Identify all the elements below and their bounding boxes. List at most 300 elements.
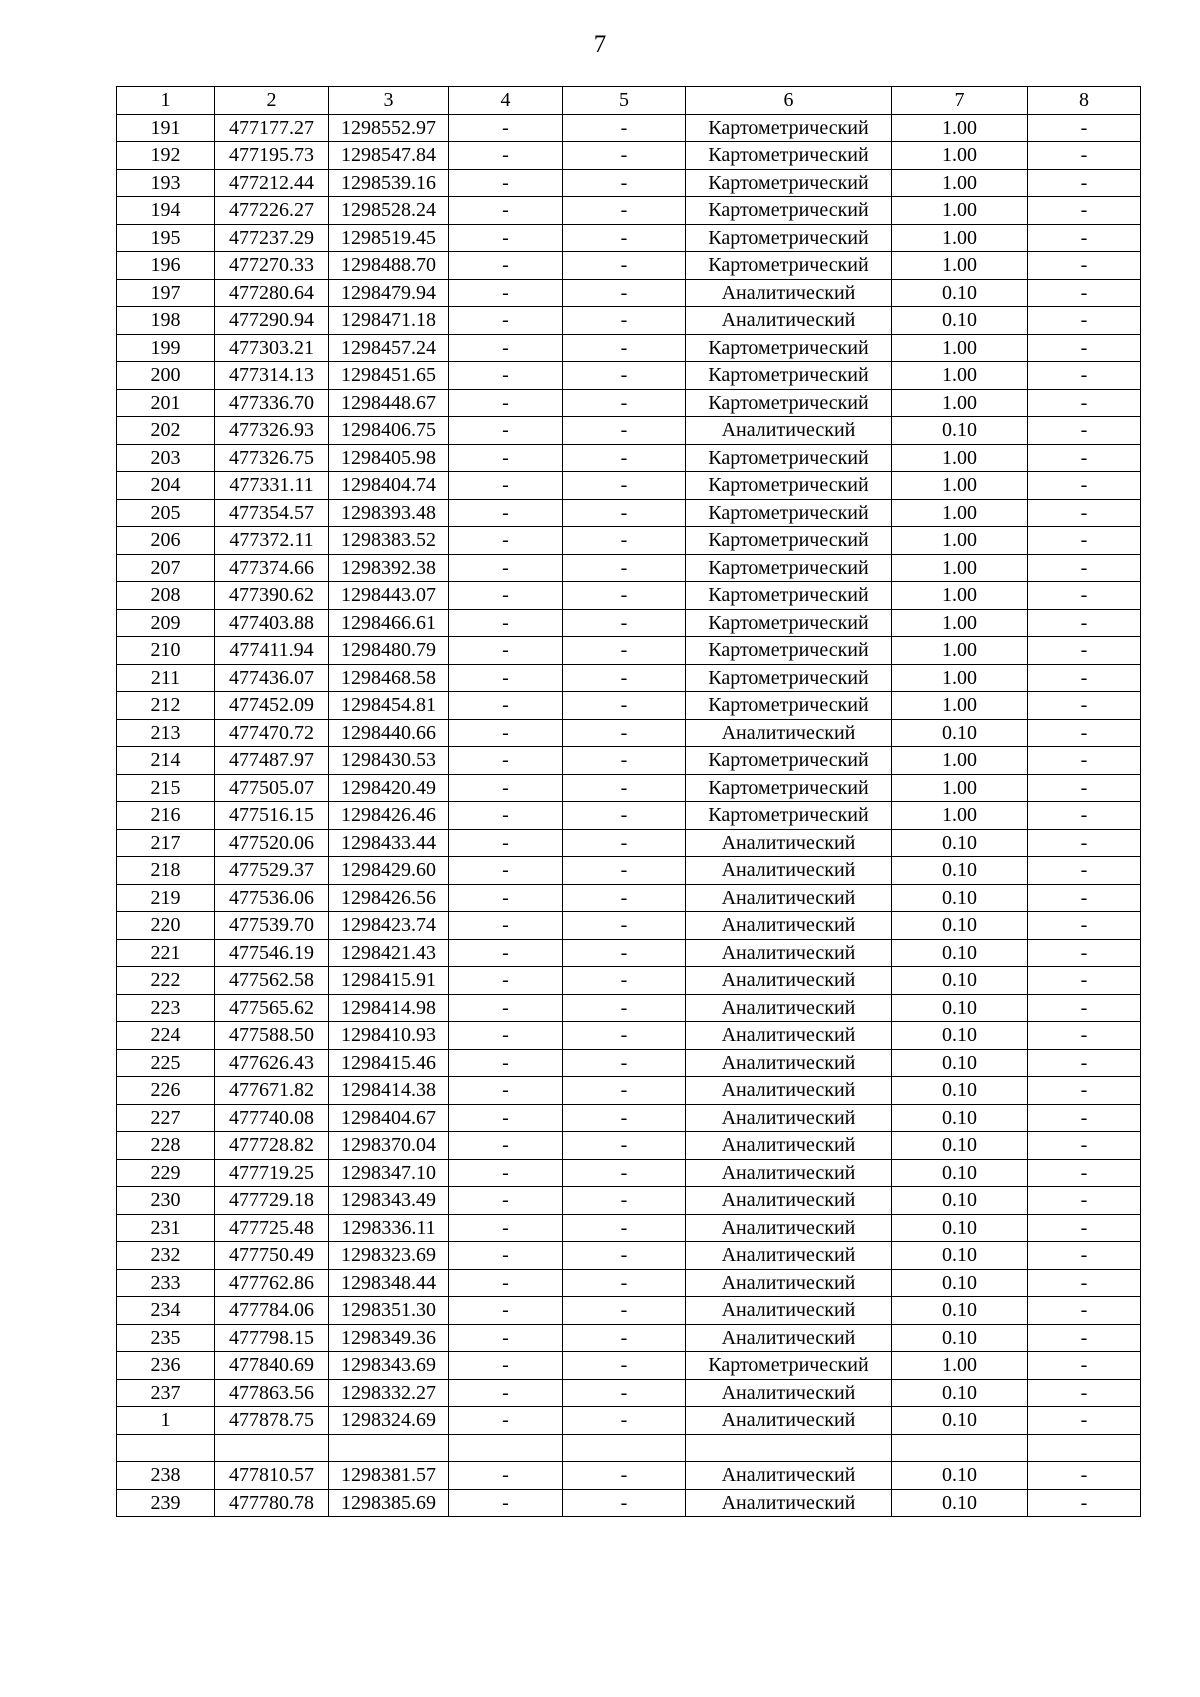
- table-cell: 477390.62: [215, 582, 329, 610]
- table-cell: 1298404.67: [329, 1104, 449, 1132]
- table-cell: 1298410.93: [329, 1022, 449, 1050]
- table-cell: -: [563, 1022, 686, 1050]
- table-cell: Аналитический: [686, 884, 892, 912]
- table-cell: 1298454.81: [329, 692, 449, 720]
- table-cell: Картометрический: [686, 252, 892, 280]
- table-row: [117, 389, 1141, 417]
- table-cell: 1298381.57: [329, 1462, 449, 1490]
- table-cell: 0.10: [892, 307, 1028, 335]
- table-cell: Картометрический: [686, 582, 892, 610]
- table-cell: -: [449, 197, 563, 225]
- table-cell: 1298443.07: [329, 582, 449, 610]
- table-cell: -: [563, 472, 686, 500]
- table-row: [117, 609, 1141, 637]
- table-cell: Аналитический: [686, 1022, 892, 1050]
- table-cell: 197: [117, 279, 215, 307]
- table-cell: 477588.50: [215, 1022, 329, 1050]
- table-cell: 477780.78: [215, 1489, 329, 1517]
- table-cell: -: [563, 142, 686, 170]
- table-row: [117, 994, 1141, 1022]
- table-cell: 477326.93: [215, 417, 329, 445]
- table-row: [117, 1462, 1141, 1490]
- table-row: [117, 169, 1141, 197]
- table-cell: -: [449, 224, 563, 252]
- table-row: [117, 637, 1141, 665]
- column-header: 4: [449, 87, 563, 115]
- table-cell: Аналитический: [686, 1077, 892, 1105]
- table-cell: 237: [117, 1379, 215, 1407]
- table-cell: 0.10: [892, 912, 1028, 940]
- table-row: [117, 582, 1141, 610]
- table-cell: Аналитический: [686, 857, 892, 885]
- table-cell: 477195.73: [215, 142, 329, 170]
- table-cell: 207: [117, 554, 215, 582]
- table-cell: 1298336.11: [329, 1214, 449, 1242]
- table-cell: 477725.48: [215, 1214, 329, 1242]
- table-cell: 1.00: [892, 444, 1028, 472]
- table-cell: Аналитический: [686, 1242, 892, 1270]
- table-cell: -: [563, 499, 686, 527]
- table-cell: 1.00: [892, 527, 1028, 555]
- table-cell: 220: [117, 912, 215, 940]
- table-cell: 477729.18: [215, 1187, 329, 1215]
- table-cell: 0.10: [892, 1462, 1028, 1490]
- table-row: [117, 1022, 1141, 1050]
- table-cell: 477671.82: [215, 1077, 329, 1105]
- table-cell: Аналитический: [686, 1214, 892, 1242]
- table-cell: -: [449, 1297, 563, 1325]
- table-cell: -: [449, 252, 563, 280]
- table-cell: -: [449, 417, 563, 445]
- table-cell: 1298440.66: [329, 719, 449, 747]
- table-cell: -: [563, 362, 686, 390]
- table-row: [117, 1132, 1141, 1160]
- table-cell: -: [1028, 499, 1141, 527]
- table-cell: -: [1028, 1214, 1141, 1242]
- table-cell: -: [449, 912, 563, 940]
- table-cell: -: [449, 1407, 563, 1435]
- table-cell: 235: [117, 1324, 215, 1352]
- table-cell: 191: [117, 114, 215, 142]
- table-cell: 225: [117, 1049, 215, 1077]
- table-cell: 1298528.24: [329, 197, 449, 225]
- table-cell: 477270.33: [215, 252, 329, 280]
- table-cell: [215, 1434, 329, 1462]
- table-cell: Аналитический: [686, 1324, 892, 1352]
- table-cell: 1298552.97: [329, 114, 449, 142]
- table-cell: 1.00: [892, 114, 1028, 142]
- table-cell: Аналитический: [686, 1049, 892, 1077]
- table-cell: -: [1028, 967, 1141, 995]
- table-cell: 1.00: [892, 609, 1028, 637]
- table-cell: -: [449, 692, 563, 720]
- table-cell: -: [1028, 1489, 1141, 1517]
- table-cell: -: [1028, 1104, 1141, 1132]
- table-cell: Аналитический: [686, 307, 892, 335]
- table-cell: -: [1028, 1379, 1141, 1407]
- table-cell: Аналитический: [686, 1407, 892, 1435]
- table-row: [117, 252, 1141, 280]
- table-row: [117, 1407, 1141, 1435]
- table-row: [117, 1297, 1141, 1325]
- table-cell: 195: [117, 224, 215, 252]
- table-cell: [892, 1434, 1028, 1462]
- table-cell: Аналитический: [686, 994, 892, 1022]
- table-cell: 1298421.43: [329, 939, 449, 967]
- table-cell: Картометрический: [686, 142, 892, 170]
- table-cell: -: [563, 1132, 686, 1160]
- table-cell: -: [1028, 829, 1141, 857]
- table-cell: 477562.58: [215, 967, 329, 995]
- column-header: 5: [563, 87, 686, 115]
- table-row: [117, 1049, 1141, 1077]
- table-cell: 215: [117, 774, 215, 802]
- table-cell: 193: [117, 169, 215, 197]
- table-cell: -: [1028, 719, 1141, 747]
- table-cell: 1298405.98: [329, 444, 449, 472]
- table-cell: 477303.21: [215, 334, 329, 362]
- table-cell: 1.00: [892, 197, 1028, 225]
- table-cell: 1298519.45: [329, 224, 449, 252]
- table-row: [117, 554, 1141, 582]
- table-cell: 1298539.16: [329, 169, 449, 197]
- table-cell: 477762.86: [215, 1269, 329, 1297]
- coordinates-table: [116, 86, 1141, 1517]
- table-cell: -: [1028, 664, 1141, 692]
- table-cell: Аналитический: [686, 1269, 892, 1297]
- table-cell: -: [1028, 224, 1141, 252]
- table-cell: 1298430.53: [329, 747, 449, 775]
- column-header: 2: [215, 87, 329, 115]
- table-cell: 1298351.30: [329, 1297, 449, 1325]
- table-cell: 477810.57: [215, 1462, 329, 1490]
- table-cell: 0.10: [892, 1269, 1028, 1297]
- table-cell: 206: [117, 527, 215, 555]
- table-cell: -: [1028, 1159, 1141, 1187]
- table-cell: -: [563, 527, 686, 555]
- table-cell: 1298343.69: [329, 1352, 449, 1380]
- table-cell: -: [449, 1352, 563, 1380]
- table-cell: 209: [117, 609, 215, 637]
- table-cell: 1298488.70: [329, 252, 449, 280]
- table-body: [117, 114, 1141, 1517]
- table-cell: -: [563, 279, 686, 307]
- table-row: [117, 1077, 1141, 1105]
- table-cell: -: [1028, 609, 1141, 637]
- table-cell: 194: [117, 197, 215, 225]
- table-cell: -: [449, 114, 563, 142]
- table-cell: -: [1028, 912, 1141, 940]
- table-cell: 477539.70: [215, 912, 329, 940]
- table-cell: -: [563, 1049, 686, 1077]
- table-cell: -: [449, 1242, 563, 1270]
- table-row: [117, 747, 1141, 775]
- table-cell: -: [449, 472, 563, 500]
- table-cell: -: [1028, 114, 1141, 142]
- table-cell: Картометрический: [686, 389, 892, 417]
- table-row: [117, 774, 1141, 802]
- table-cell: 477372.11: [215, 527, 329, 555]
- table-cell: Аналитический: [686, 1104, 892, 1132]
- table-cell: 1298448.67: [329, 389, 449, 417]
- table-cell: -: [563, 857, 686, 885]
- table-cell: 477536.06: [215, 884, 329, 912]
- table-row: [117, 912, 1141, 940]
- table-cell: -: [563, 692, 686, 720]
- table-cell: 222: [117, 967, 215, 995]
- table-cell: -: [1028, 1049, 1141, 1077]
- table-cell: -: [1028, 582, 1141, 610]
- table-cell: Аналитический: [686, 417, 892, 445]
- table-cell: Картометрический: [686, 362, 892, 390]
- table-cell: Аналитический: [686, 1297, 892, 1325]
- table-cell: 234: [117, 1297, 215, 1325]
- table-row: [117, 114, 1141, 142]
- table-cell: [686, 1434, 892, 1462]
- table-cell: 0.10: [892, 939, 1028, 967]
- table-cell: 0.10: [892, 994, 1028, 1022]
- table-cell: 224: [117, 1022, 215, 1050]
- table-cell: -: [449, 362, 563, 390]
- table-cell: -: [563, 252, 686, 280]
- table-cell: -: [449, 444, 563, 472]
- table-cell: -: [563, 719, 686, 747]
- table-cell: -: [563, 114, 686, 142]
- table-cell: 1298349.36: [329, 1324, 449, 1352]
- table-row: [117, 692, 1141, 720]
- table-cell: -: [563, 1104, 686, 1132]
- table-cell: 1298466.61: [329, 609, 449, 637]
- table-cell: 1298426.56: [329, 884, 449, 912]
- table-cell: -: [1028, 747, 1141, 775]
- table-cell: Аналитический: [686, 1462, 892, 1490]
- table-cell: -: [1028, 472, 1141, 500]
- table-cell: 196: [117, 252, 215, 280]
- table-cell: -: [1028, 637, 1141, 665]
- table-cell: -: [449, 142, 563, 170]
- table-cell: Картометрический: [686, 1352, 892, 1380]
- table-cell: [563, 1434, 686, 1462]
- table-cell: -: [449, 857, 563, 885]
- table-cell: 477719.25: [215, 1159, 329, 1187]
- table-cell: 477626.43: [215, 1049, 329, 1077]
- table-cell: 1298415.46: [329, 1049, 449, 1077]
- table-cell: 1298347.10: [329, 1159, 449, 1187]
- table-row: [117, 472, 1141, 500]
- table-cell: 1298383.52: [329, 527, 449, 555]
- table-cell: Картометрический: [686, 169, 892, 197]
- table-cell: -: [449, 939, 563, 967]
- table-cell: 202: [117, 417, 215, 445]
- table-cell: 0.10: [892, 719, 1028, 747]
- table-cell: 204: [117, 472, 215, 500]
- table-row: [117, 307, 1141, 335]
- column-header: 7: [892, 87, 1028, 115]
- table-cell: -: [449, 279, 563, 307]
- table-cell: Картометрический: [686, 802, 892, 830]
- table-cell: -: [449, 1077, 563, 1105]
- table-row: [117, 1104, 1141, 1132]
- column-header: 1: [117, 87, 215, 115]
- table-cell: 1298406.75: [329, 417, 449, 445]
- table-cell: 0.10: [892, 1159, 1028, 1187]
- table-cell: 230: [117, 1187, 215, 1215]
- table-cell: 1298323.69: [329, 1242, 449, 1270]
- table-cell: -: [563, 197, 686, 225]
- table-cell: [449, 1434, 563, 1462]
- table-cell: -: [1028, 1022, 1141, 1050]
- table-cell: 226: [117, 1077, 215, 1105]
- table-row: [117, 719, 1141, 747]
- table-cell: 1298457.24: [329, 334, 449, 362]
- table-cell: 205: [117, 499, 215, 527]
- table-row: [117, 142, 1141, 170]
- table-cell: -: [1028, 1269, 1141, 1297]
- table-cell: -: [1028, 334, 1141, 362]
- table-cell: -: [563, 307, 686, 335]
- table-cell: 219: [117, 884, 215, 912]
- table-cell: -: [1028, 444, 1141, 472]
- table-cell: -: [563, 637, 686, 665]
- table-cell: 0.10: [892, 1489, 1028, 1517]
- table-cell: 217: [117, 829, 215, 857]
- table-cell: Картометрический: [686, 692, 892, 720]
- table-cell: Картометрический: [686, 114, 892, 142]
- table-cell: Картометрический: [686, 444, 892, 472]
- table-cell: 477314.13: [215, 362, 329, 390]
- table-cell: 1.00: [892, 554, 1028, 582]
- table-cell: -: [563, 554, 686, 582]
- table-cell: 1298471.18: [329, 307, 449, 335]
- table-cell: -: [449, 1462, 563, 1490]
- table-cell: Картометрический: [686, 637, 892, 665]
- table-cell: 1.00: [892, 334, 1028, 362]
- table-cell: Аналитический: [686, 1159, 892, 1187]
- table-cell: -: [563, 224, 686, 252]
- table-row: [117, 417, 1141, 445]
- table-cell: 236: [117, 1352, 215, 1380]
- table-cell: 210: [117, 637, 215, 665]
- table-row: [117, 857, 1141, 885]
- table-cell: 0.10: [892, 1077, 1028, 1105]
- table-row: [117, 224, 1141, 252]
- table-cell: 223: [117, 994, 215, 1022]
- table-cell: 212: [117, 692, 215, 720]
- table-row: [117, 802, 1141, 830]
- table-cell: 477520.06: [215, 829, 329, 857]
- table-cell: 1298324.69: [329, 1407, 449, 1435]
- table-cell: 1298414.38: [329, 1077, 449, 1105]
- table-cell: 1298370.04: [329, 1132, 449, 1160]
- table-cell: -: [563, 169, 686, 197]
- table-cell: 477878.75: [215, 1407, 329, 1435]
- table-cell: 231: [117, 1214, 215, 1242]
- table-cell: 213: [117, 719, 215, 747]
- table-cell: 1.00: [892, 664, 1028, 692]
- table-cell: -: [563, 1352, 686, 1380]
- table-cell: -: [563, 334, 686, 362]
- table-cell: 477354.57: [215, 499, 329, 527]
- table-row: [117, 1159, 1141, 1187]
- table-cell: 1298414.98: [329, 994, 449, 1022]
- table-cell: -: [1028, 939, 1141, 967]
- table-cell: 1298392.38: [329, 554, 449, 582]
- table-cell: -: [1028, 1297, 1141, 1325]
- table-cell: 1.00: [892, 802, 1028, 830]
- table-cell: Картометрический: [686, 527, 892, 555]
- table-row: [117, 334, 1141, 362]
- table-cell: 477177.27: [215, 114, 329, 142]
- page-number: 7: [593, 31, 607, 58]
- table-cell: 1298348.44: [329, 1269, 449, 1297]
- table-cell: 1.00: [892, 169, 1028, 197]
- table-cell: -: [449, 334, 563, 362]
- table-cell: -: [563, 994, 686, 1022]
- table-row: [117, 1242, 1141, 1270]
- table-cell: -: [449, 389, 563, 417]
- table-row: [117, 939, 1141, 967]
- table-cell: -: [1028, 1242, 1141, 1270]
- table-cell: 477529.37: [215, 857, 329, 885]
- table-cell: -: [1028, 774, 1141, 802]
- table-cell: 201: [117, 389, 215, 417]
- table-cell: 200: [117, 362, 215, 390]
- table-cell: 227: [117, 1104, 215, 1132]
- table-cell: 477411.94: [215, 637, 329, 665]
- table-cell: 477750.49: [215, 1242, 329, 1270]
- table-cell: -: [563, 1159, 686, 1187]
- table-cell: -: [563, 389, 686, 417]
- table-cell: 233: [117, 1269, 215, 1297]
- table-cell: 192: [117, 142, 215, 170]
- table-cell: -: [449, 527, 563, 555]
- table-cell: -: [449, 1132, 563, 1160]
- table-cell: -: [563, 1407, 686, 1435]
- table-cell: 0.10: [892, 1049, 1028, 1077]
- table-cell: 1298420.49: [329, 774, 449, 802]
- table-cell: -: [1028, 142, 1141, 170]
- table-row: [117, 829, 1141, 857]
- table-cell: -: [449, 307, 563, 335]
- table-cell: -: [1028, 279, 1141, 307]
- table-cell: 477212.44: [215, 169, 329, 197]
- table-cell: -: [1028, 1462, 1141, 1490]
- table-cell: Картометрический: [686, 774, 892, 802]
- table-cell: 477226.27: [215, 197, 329, 225]
- table-cell: 477487.97: [215, 747, 329, 775]
- table-row: [117, 1324, 1141, 1352]
- table-cell: -: [563, 939, 686, 967]
- table-cell: Аналитический: [686, 912, 892, 940]
- table-cell: 0.10: [892, 1379, 1028, 1407]
- table-cell: 477452.09: [215, 692, 329, 720]
- table-cell: -: [449, 1269, 563, 1297]
- table-cell: Картометрический: [686, 224, 892, 252]
- table-cell: -: [449, 582, 563, 610]
- table-cell: -: [563, 444, 686, 472]
- table-cell: 477505.07: [215, 774, 329, 802]
- table-row: [117, 279, 1141, 307]
- table-cell: -: [449, 637, 563, 665]
- table-cell: -: [563, 1489, 686, 1517]
- table-cell: 0.10: [892, 417, 1028, 445]
- table-cell: -: [563, 774, 686, 802]
- table-cell: 477863.56: [215, 1379, 329, 1407]
- table-cell: 0.10: [892, 884, 1028, 912]
- table-cell: 0.10: [892, 1214, 1028, 1242]
- table-cell: -: [563, 1242, 686, 1270]
- table-cell: -: [1028, 1324, 1141, 1352]
